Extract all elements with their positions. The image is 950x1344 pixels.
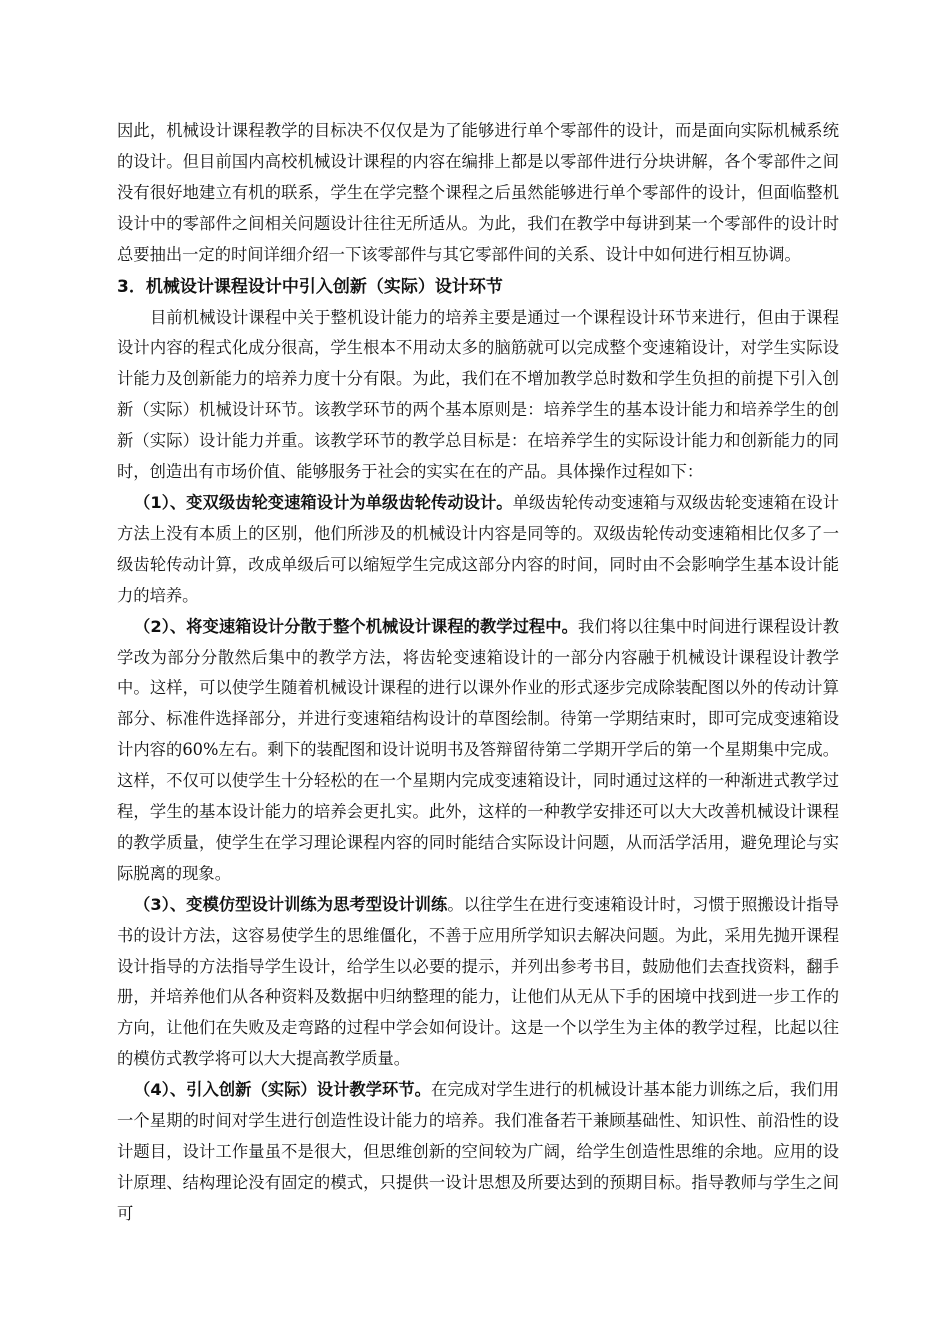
list-item-3 xyxy=(117,890,839,1075)
item-text-2: 我们将以往集中时间进行课程设计教学改为部分分散然后集中的教学方法，将齿轮变速箱设计的一部分内容融于机械设计课程设计教学中。这样，可以使学生随着机械设计课程的进行以课外作业的形式逐步完成除装配图以外的传动计算部分、标准件选择部分，并进行变速箱结构设计的草图绘制。待第一学期结束时，即可完成变速箱设计内容的60%左右。剩下的装配图和设计说明书及答辩留待第二学期开学后的第一个星期集中完成。这样，不仅可以使学生十分轻松的在一个星期内完成变速箱设计，同时通过这样的一种渐进式教学过程，学生的基本设计能力的培养会更扎实。此外，这样的一种教学安排还可以大大改善机械设计课程的教学质量，使学生在学习理论课程内容的同时能结合实际设计问题，从而活学活用，避免理论与实际脱离的现象。 xyxy=(117,616,839,883)
document-page xyxy=(117,116,839,1230)
list-item-4 xyxy=(117,1075,839,1230)
item-lead-1: （1）、变双级齿轮变速箱设计为单级齿轮传动设计。 xyxy=(134,492,513,512)
item-text-4: 在完成对学生进行的机械设计基本能力训练之后，我们用一个星期的时间对学生进行创造性设计能力的培养。我们准备若干兼顾基础性、知识性、前沿性的设计题目，设计工作量虽不是很大，但思维创新的空间较为广阔，给学生创造性思维的余地。应用的设计原理、结构理论没有固定的模式，只提供一设计思想及所要达到的预期目标。指导教师与学生之间可 xyxy=(117,1080,840,1223)
section-paragraph: 目前机械设计课程中关于整机设计能力的培养主要是通过一个课程设计环节来进行，但由于课程设计内容的程式化成分很高，学生根本不用动太多的脑筋就可以完成整个变速箱设计，对学生实际设计能力及创新能力的培养力度十分有限。为此，我们在不增加教学总时数和学生负担的前提下引入创新（实际）机械设计环节。该教学环节的两个基本原则是：培养学生的基本设计能力和培养学生的创新（实际）设计能力并重。该教学环节的教学总目标是：在培养学生的实际设计能力和创新能力的同时，创造出有市场价值、能够服务于社会的实实在在的产品。具体操作过程如下： xyxy=(117,307,839,482)
list-item-1 xyxy=(117,488,839,612)
item-text-3: 。以往学生在进行变速箱设计时，习惯于照搬设计指导书的设计方法，这容易使学生的思维僵化，不善于应用所学知识去解决问题。为此，采用先抛开课程设计指导的方法指导学生设计，给学生以必要的提示，并列出参考书目，鼓励他们去查找资料，翻手册，并培养他们从各种资料及数据中归纳整理的能力，让他们从无从下手的困境中找到进一步工作的方向，让他们在失败及走弯路的过程中学会如何设计。这是一个以学生为主体的教学过程，比起以往的模仿式教学将可以大大提高教学质量。 xyxy=(117,894,839,1069)
item-lead-3: （3）、变模仿型设计训练为思考型设计训练 xyxy=(134,894,448,914)
intro-paragraph: 因此，机械设计课程教学的目标决不仅仅是为了能够进行单个零部件的设计，而是面向实际机械系统的设计。但目前国内高校机械设计课程的内容在编排上都是以零部件进行分块讲解，各个零部件之间没有很好地建立有机的联系，学生在学完整个课程之后虽然能够进行单个零部件的设计，但面临整机设计中的零部件之间相关问题设计往往无所适从。为此，我们在教学中每讲到某一个零部件的设计时总要抽出一定的时间详细介绍一下该零部件与其它零部件间的关系、设计中如何进行相互协调。 xyxy=(117,121,839,264)
section-heading: 3．机械设计课程设计中引入创新（实际）设计环节 xyxy=(117,276,503,297)
item-text-1: 单级齿轮传动变速箱与双级齿轮变速箱在设计方法上没有本质上的区别，他们所涉及的机械设计内容是同等的。双级齿轮传动变速箱相比仅多了一级齿轮传动计算，改成单级后可以缩短学生完成这部分内容的时间，同时由不会影响学生基本设计能力的培养。 xyxy=(117,492,839,605)
list-item-2 xyxy=(117,612,839,890)
item-lead-4: （4）、引入创新（实际）设计教学环节。 xyxy=(134,1080,432,1100)
item-lead-2: （2）、将变速箱设计分散于整个机械设计课程的教学过程中。 xyxy=(134,616,578,636)
